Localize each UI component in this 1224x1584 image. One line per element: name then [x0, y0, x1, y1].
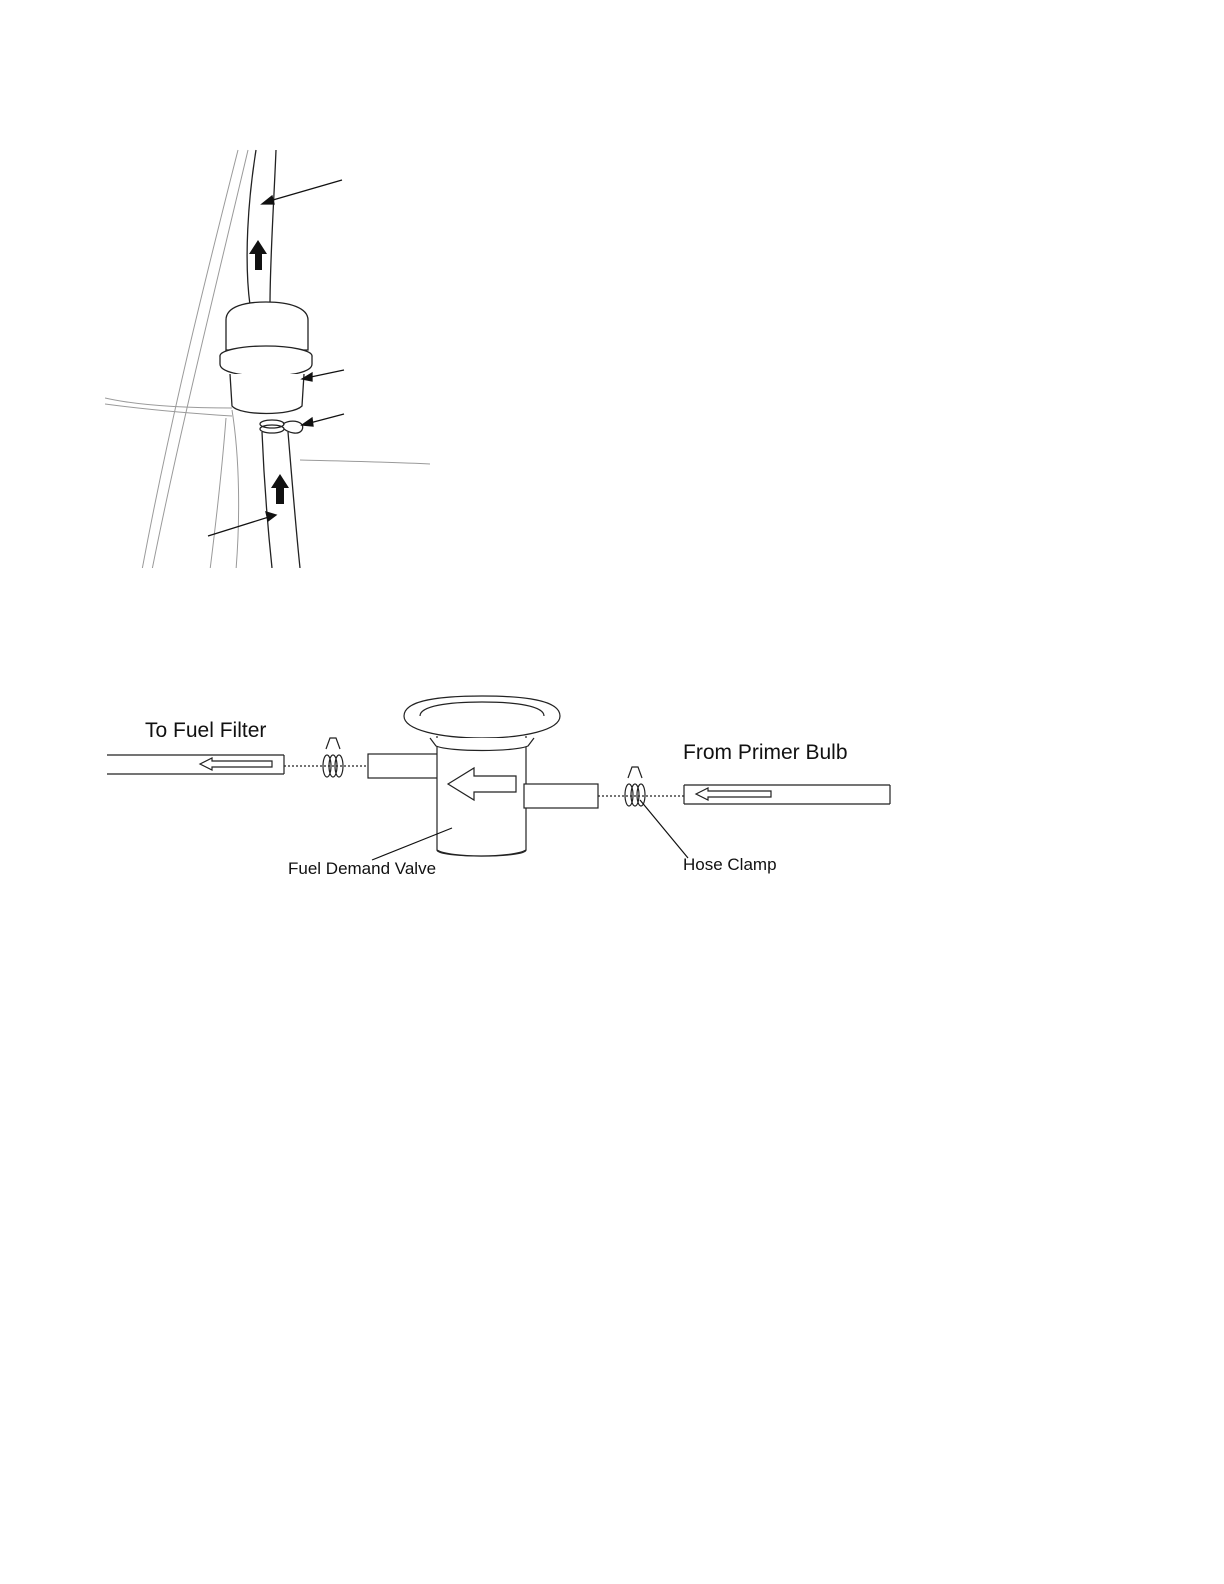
fuel-filter-illustration: [100, 140, 440, 580]
flow-arrow-lower-icon: [271, 474, 289, 504]
upper-fuel-line: [247, 150, 276, 305]
hose-clamp-left-icon: [323, 738, 343, 777]
fuel-demand-valve-cap: [404, 696, 560, 751]
to-fuel-filter-label: To Fuel Filter: [145, 719, 267, 742]
valve-inlet-spout: [524, 784, 598, 808]
left-hose-flow-arrow-icon: [200, 758, 272, 770]
valve-outlet-spout: [368, 754, 440, 778]
fuel-demand-valve-label: Fuel Demand Valve: [288, 859, 437, 878]
label-leader-lines: [372, 800, 688, 860]
hose-clamp-label: Hose Clamp: [683, 855, 777, 874]
flow-arrow-upper-icon: [249, 240, 267, 270]
left-hose: [107, 755, 284, 774]
fuel-filter-body: [220, 302, 312, 414]
hose-clamp-small: [260, 420, 303, 433]
from-primer-bulb-label: From Primer Bulb: [683, 741, 848, 764]
hose-clamp-right-icon: [625, 767, 645, 806]
right-hose: [684, 785, 890, 804]
fuel-demand-valve-body: [437, 736, 526, 856]
fuel-demand-valve-diagram: [100, 690, 900, 890]
right-hose-flow-arrow-icon: [696, 788, 771, 800]
